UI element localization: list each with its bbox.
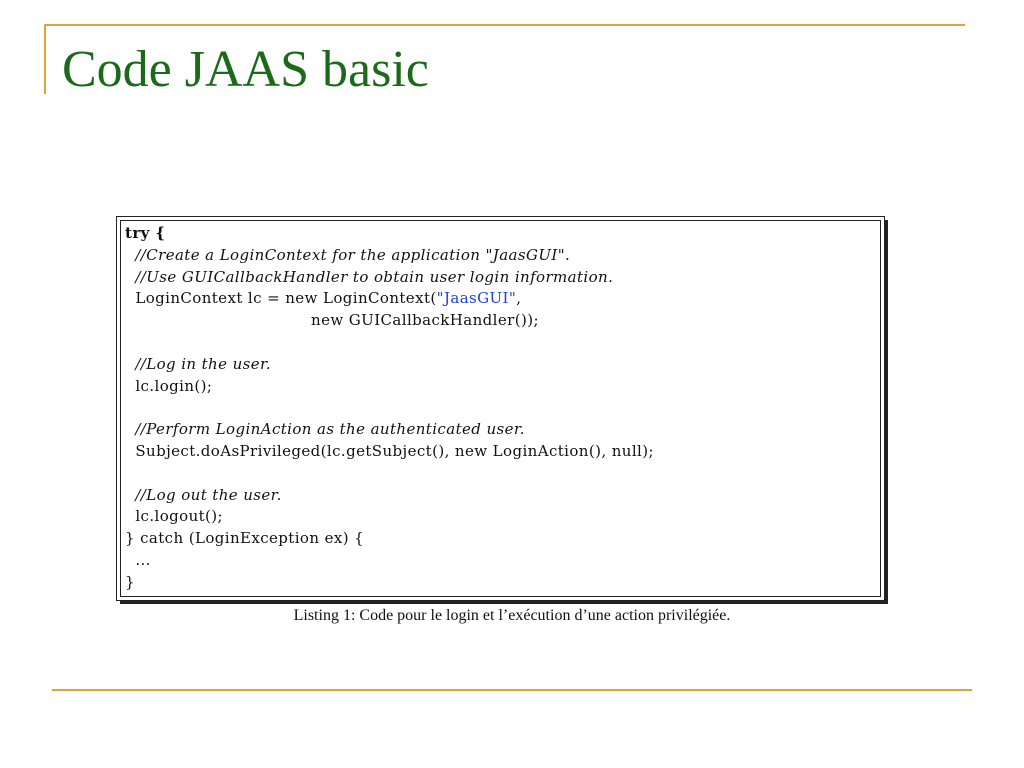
- code-line-6: [125, 332, 876, 354]
- code-line-2: //Create a LoginContext for the application "JaasGUI".: [125, 245, 571, 264]
- code-line-17: }: [125, 572, 135, 591]
- listing-shadow-bottom: [120, 601, 888, 604]
- code-listing-frame: [116, 216, 885, 601]
- listing-shadow-right: [885, 220, 888, 604]
- left-accent-rule: [44, 24, 46, 94]
- code-line-11: Subject.doAsPrivileged(lc.getSubject(), new LoginAction(), null);: [125, 441, 654, 460]
- code-line-4-start: LoginContext lc = new LoginContext(: [125, 289, 437, 308]
- code-line-10: //Perform LoginAction as the authenticated user.: [125, 420, 525, 439]
- code-line-4-end: ,: [516, 289, 522, 308]
- top-accent-rule: [44, 24, 965, 26]
- code-line-15: } catch (LoginException ex) {: [125, 529, 365, 548]
- code-line-9: [125, 397, 876, 419]
- code-line-5: new GUICallbackHandler());: [125, 311, 539, 330]
- code-line-4: [125, 288, 876, 310]
- code-line-12: [125, 463, 876, 485]
- code-string-jaasgui: "JaasGUI": [436, 289, 517, 308]
- code-line-7: //Log in the user.: [125, 354, 272, 373]
- code-line-16: ...: [125, 550, 151, 569]
- code-line-3: //Use GUICallbackHandler to obtain user login information.: [125, 267, 614, 286]
- slide-title: Code JAAS basic: [62, 41, 429, 98]
- code-block: [125, 223, 876, 594]
- bottom-accent-rule: [52, 689, 972, 691]
- listing-caption: Listing 1: Code pour le login et l’exécution d’une action privilégiée.: [293, 607, 731, 624]
- code-line-8: lc.login();: [125, 376, 213, 395]
- code-line-1: try {: [125, 224, 166, 242]
- code-line-13: //Log out the user.: [125, 485, 282, 504]
- code-line-14: lc.logout();: [125, 507, 224, 526]
